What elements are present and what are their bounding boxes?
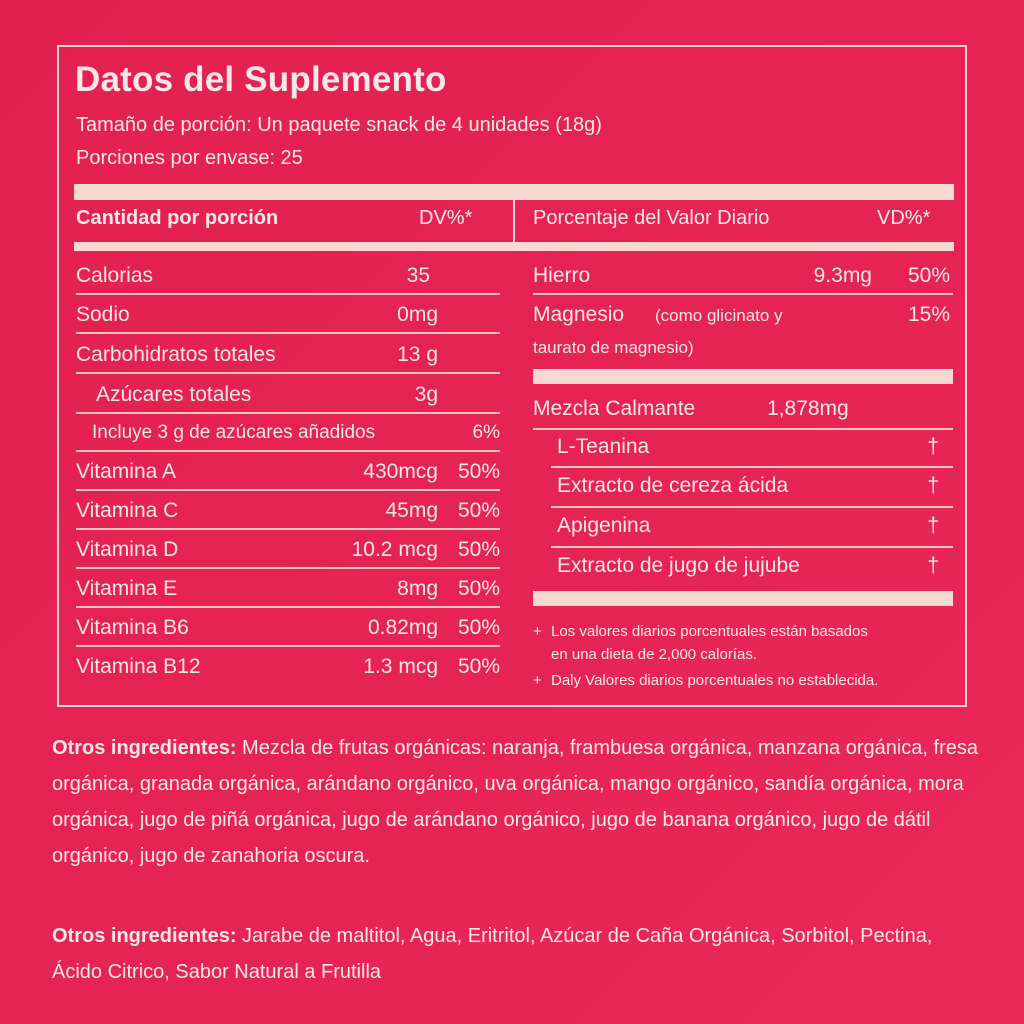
nutrient-label: Sodio (76, 303, 130, 326)
nutrient-dv: 50% (457, 538, 500, 561)
row-separator (76, 528, 500, 530)
nutrient-amount: 10.2 mcg (351, 538, 438, 561)
nutrient-label: Vitamina E (76, 577, 178, 600)
nutrient-amount: 430mcg (363, 460, 438, 483)
dagger-mark: † (927, 514, 939, 537)
nutrient-label: Vitamina C (76, 499, 179, 522)
row-separator (76, 412, 500, 414)
nutrient-amount: 35 (406, 264, 430, 287)
row-separator (551, 546, 953, 548)
nutrient-label: Hierro (533, 264, 591, 287)
blend-item-label: Extracto de cereza ácida (557, 474, 789, 497)
nutrient-amount: 45mg (385, 499, 438, 522)
nutrient-dv: 50% (457, 460, 500, 483)
blend-item-label: L-Teanina (557, 435, 650, 458)
nutrient-label: Vitamina A (76, 460, 177, 483)
nutrient-label: Calorias (76, 264, 154, 287)
nutrient-label: Magnesio (533, 303, 625, 326)
serving-size: Tamaño de porción: Un paquete snack de 4 unidades (18g) (76, 114, 602, 136)
nutrient-dv: 50% (457, 499, 500, 522)
row-separator (76, 372, 500, 374)
footnote-marker: + (533, 623, 542, 640)
row-separator (76, 489, 500, 491)
footnote (533, 669, 953, 692)
nutrient-amount: 9.3mg (813, 264, 872, 287)
nutrient-amount: 1.3 mcg (363, 655, 438, 678)
right-header-dv: VD%* (877, 207, 931, 229)
row-separator (76, 332, 500, 334)
nutrient-amount: 8mg (397, 577, 438, 600)
nutrient-label: Incluye 3 g de azúcares añadidos (92, 422, 376, 443)
blend-item-label: Extracto de jugo de jujube (557, 554, 800, 577)
dagger-mark: † (927, 474, 939, 497)
nutrient-amount: 3g (414, 383, 438, 406)
left-header-label: Cantidad por porción (76, 207, 279, 229)
row-separator (551, 506, 953, 508)
blend-amount: 1,878mg (767, 397, 849, 420)
nutrient-label: Carbohidratos totales (76, 343, 276, 366)
nutrient-label: Azúcares totales (96, 383, 252, 406)
footnote-text: en una dieta de 2,000 calorías. (551, 646, 757, 663)
other-ingredients-label: Otros ingredientes: (52, 925, 237, 947)
row-separator (533, 293, 953, 295)
thick-divider-blend (533, 369, 953, 384)
thick-divider-header (74, 242, 954, 251)
other-ingredients-label: Otros ingredientes: (52, 737, 237, 759)
footnote-text: Los valores diarios porcentuales están basados (551, 623, 868, 640)
row-separator (76, 567, 500, 569)
nutrient-dv: 50% (907, 264, 950, 287)
thick-divider-bottom (533, 591, 953, 606)
other-ingredients-base (52, 918, 982, 990)
nutrient-amount: 13 g (397, 343, 438, 366)
supplement-facts-panel (57, 45, 967, 707)
nutrient-amount: 0.82mg (367, 616, 438, 639)
footnote-text: Daly Valores diarios porcentuales no establecida. (551, 672, 879, 689)
other-ingredients-text: Mezcla de frutas orgánicas: naranja, frambuesa orgánica, manzana orgánica, fresa orgánica, granada orgánica, arándano orgánico, uva orgánica, mango orgánico, sandía orgánica, mora orgánica, jugo de piñá orgánica, jugo de arándano orgánico, jugo de banana orgánico, jugo de dátil orgánico, jugo de zanahoria oscura. (52, 737, 978, 867)
row-separator (76, 606, 500, 608)
nutrient-amount: 0mg (397, 303, 438, 326)
blend-label: Mezcla Calmante (533, 397, 696, 420)
other-ingredients-fruits (52, 730, 982, 874)
footnote-marker: + (533, 672, 542, 689)
nutrient-dv: 50% (457, 577, 500, 600)
row-separator (76, 450, 500, 452)
row-separator (76, 645, 500, 647)
nutrient-label: Vitamina B6 (76, 616, 189, 639)
row-separator (76, 293, 500, 295)
thick-divider-top (74, 184, 954, 200)
nutrient-label: Vitamina D (76, 538, 179, 561)
servings-per-container: Porciones por envase: 25 (76, 147, 303, 169)
nutrient-dv: 50% (457, 655, 500, 678)
row-separator (551, 466, 953, 468)
nutrient-detail: (como glicinato y (655, 306, 783, 325)
nutrient-dv: 50% (457, 616, 500, 639)
right-header-label: Porcentaje del Valor Diario (533, 207, 770, 229)
nutrient-dv: 6% (472, 422, 500, 443)
nutrient-dv: 15% (907, 303, 950, 326)
panel-title: Datos del Suplemento (75, 60, 447, 99)
nutrient-label: Vitamina B12 (76, 655, 201, 678)
blend-item-label: Apigenina (557, 514, 651, 537)
row-separator (533, 428, 953, 430)
dagger-mark: † (927, 554, 939, 577)
left-header-dv: DV%* (419, 207, 473, 229)
other-ingredients-text: Jarabe de maltitol, Agua, Eritritol, Azúcar de Caña Orgánica, Sorbitol, Pectina, Ácido Citrico, Sabor Natural a Frutilla (52, 925, 933, 983)
nutrient-detail: taurato de magnesio) (533, 338, 694, 357)
dagger-mark: † (927, 435, 939, 458)
footnote (533, 620, 953, 666)
